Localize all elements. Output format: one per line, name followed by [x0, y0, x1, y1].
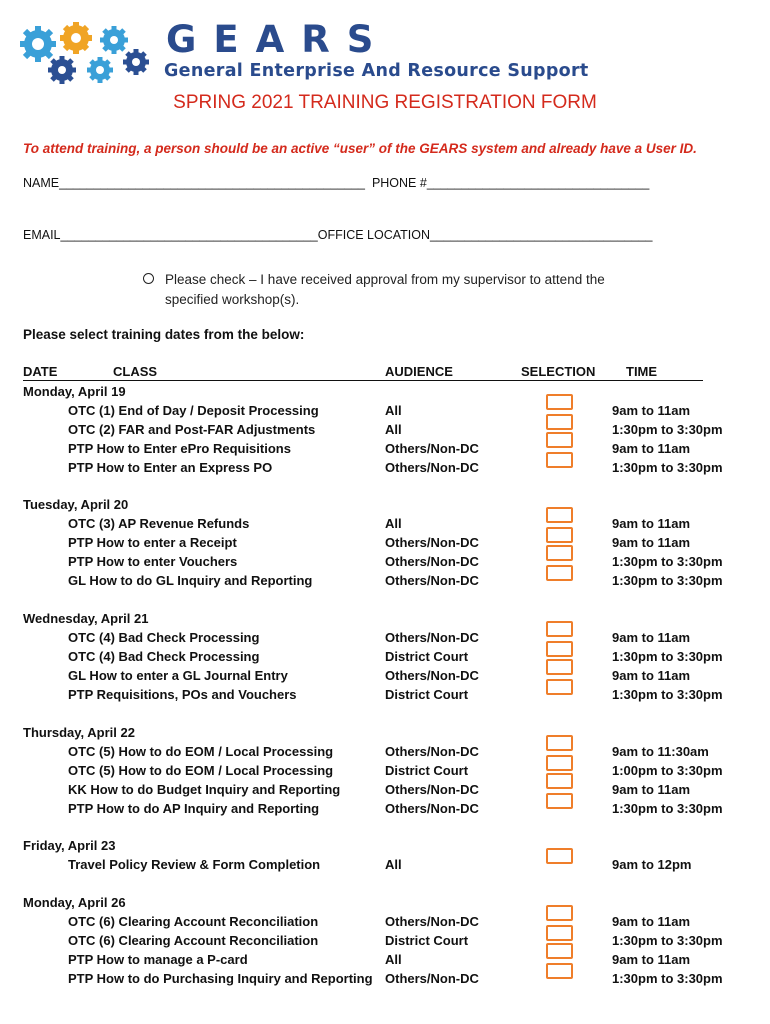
day-heading: Monday, April 19 — [23, 384, 126, 399]
approval-radio-icon[interactable] — [143, 273, 154, 284]
audience-value: Others/Non-DC — [385, 971, 479, 986]
selection-checkbox[interactable] — [546, 414, 573, 430]
class-name: PTP How to manage a P-card — [68, 952, 248, 967]
class-name: PTP How to Enter ePro Requisitions — [68, 441, 291, 456]
header-class: CLASS — [113, 364, 158, 379]
selection-checkbox[interactable] — [546, 679, 573, 695]
time-value: 9am to 11am — [612, 630, 691, 645]
selection-checkbox[interactable] — [546, 432, 573, 448]
class-name: OTC (3) AP Revenue Refunds — [68, 516, 250, 531]
audience-value: Others/Non-DC — [385, 630, 479, 645]
audience-value: Others/Non-DC — [385, 668, 479, 683]
class-name: Travel Policy Review & Form Completion — [68, 857, 321, 872]
form-title: SPRING 2021 TRAINING REGISTRATION FORM — [173, 92, 597, 113]
day-heading: Monday, April 26 — [23, 895, 126, 910]
class-name: OTC (1) End of Day / Deposit Processing — [68, 403, 319, 418]
header-time: TIME — [626, 364, 658, 379]
selection-checkbox[interactable] — [546, 641, 573, 657]
selection-checkbox[interactable] — [546, 452, 573, 468]
selection-checkbox[interactable] — [546, 905, 573, 921]
selection-checkbox[interactable] — [546, 773, 573, 789]
selection-checkbox[interactable] — [546, 565, 573, 581]
time-value: 9am to 11am — [612, 914, 691, 929]
selection-checkbox[interactable] — [546, 755, 573, 771]
time-value: 1:30pm to 3:30pm — [612, 801, 723, 816]
selection-checkbox[interactable] — [546, 963, 573, 979]
class-name: PTP How to enter Vouchers — [68, 554, 238, 569]
selection-checkbox[interactable] — [546, 659, 573, 675]
class-name: PTP How to do AP Inquiry and Reporting — [68, 801, 320, 816]
time-value: 1:30pm to 3:30pm — [612, 649, 723, 664]
email-office-fields[interactable]: EMAIL_____________________________________OFFICE LOCATION________________________________ — [23, 228, 653, 242]
audience-value: Others/Non-DC — [385, 460, 479, 475]
class-name: OTC (6) Clearing Account Reconciliation — [68, 914, 319, 929]
time-value: 1:00pm to 3:30pm — [612, 763, 723, 778]
class-name: OTC (5) How to do EOM / Local Processing — [68, 763, 334, 778]
audience-value: Others/Non-DC — [385, 573, 479, 588]
class-name: KK How to do Budget Inquiry and Reporting — [68, 782, 341, 797]
time-value: 9am to 11am — [612, 535, 691, 550]
selection-checkbox[interactable] — [546, 848, 573, 864]
name-phone-fields[interactable]: NAME____________________________________________ PHONE #________________________________ — [23, 176, 650, 190]
selection-checkbox[interactable] — [546, 793, 573, 809]
class-name: PTP How to enter a Receipt — [68, 535, 237, 550]
time-value: 1:30pm to 3:30pm — [612, 573, 723, 588]
time-value: 1:30pm to 3:30pm — [612, 422, 723, 437]
audience-value: Others/Non-DC — [385, 914, 479, 929]
audience-value: District Court — [385, 687, 469, 702]
audience-value: Others/Non-DC — [385, 554, 479, 569]
class-name: PTP How to Enter an Express PO — [68, 460, 273, 475]
audience-value: Others/Non-DC — [385, 782, 479, 797]
gears-logo — [14, 14, 156, 86]
audience-value: District Court — [385, 933, 469, 948]
selection-checkbox[interactable] — [546, 925, 573, 941]
brand-subtitle: General Enterprise And Resource Support — [164, 61, 589, 81]
time-value: 9am to 11am — [612, 441, 691, 456]
audience-value: All — [385, 952, 402, 967]
audience-value: District Court — [385, 763, 469, 778]
time-value: 9am to 11am — [612, 403, 691, 418]
class-name: OTC (2) FAR and Post-FAR Adjustments — [68, 422, 316, 437]
audience-value: Others/Non-DC — [385, 535, 479, 550]
time-value: 9am to 11am — [612, 952, 691, 967]
day-heading: Tuesday, April 20 — [23, 497, 129, 512]
day-heading: Thursday, April 22 — [23, 725, 135, 740]
selection-checkbox[interactable] — [546, 943, 573, 959]
instructions: Please select training dates from the below: — [23, 327, 305, 342]
time-value: 1:30pm to 3:30pm — [612, 687, 723, 702]
audience-value: All — [385, 422, 402, 437]
selection-checkbox[interactable] — [546, 621, 573, 637]
header-selection: SELECTION — [521, 364, 596, 379]
class-name: OTC (6) Clearing Account Reconciliation — [68, 933, 319, 948]
eligibility-notice: To attend training, a person should be an active “user” of the GEARS system and already have a User ID. — [23, 141, 697, 156]
day-heading: Friday, April 23 — [23, 838, 116, 853]
class-name: GL How to do GL Inquiry and Reporting — [68, 573, 313, 588]
class-name: GL How to enter a GL Journal Entry — [68, 668, 288, 683]
brand-name: GEARS — [166, 18, 391, 61]
time-value: 9am to 11am — [612, 668, 691, 683]
time-value: 9am to 11am — [612, 516, 691, 531]
class-name: PTP How to do Purchasing Inquiry and Reporting — [68, 971, 373, 986]
selection-checkbox[interactable] — [546, 527, 573, 543]
time-value: 1:30pm to 3:30pm — [612, 460, 723, 475]
selection-checkbox[interactable] — [546, 394, 573, 410]
time-value: 1:30pm to 3:30pm — [612, 933, 723, 948]
selection-checkbox[interactable] — [546, 507, 573, 523]
audience-value: All — [385, 403, 402, 418]
time-value: 9am to 11:30am — [612, 744, 709, 759]
time-value: 1:30pm to 3:30pm — [612, 554, 723, 569]
audience-value: All — [385, 857, 402, 872]
audience-value: Others/Non-DC — [385, 801, 479, 816]
day-heading: Wednesday, April 21 — [23, 611, 149, 626]
class-name: OTC (4) Bad Check Processing — [68, 649, 260, 664]
header-divider — [23, 380, 703, 381]
audience-value: District Court — [385, 649, 469, 664]
audience-value: All — [385, 516, 402, 531]
approval-text: Please check – I have received approval from my supervisor to attend the specified workshop(s). — [165, 272, 605, 307]
audience-value: Others/Non-DC — [385, 744, 479, 759]
header-audience: AUDIENCE — [385, 364, 453, 379]
approval-check[interactable] — [143, 270, 633, 310]
selection-checkbox[interactable] — [546, 545, 573, 561]
class-name: PTP Requisitions, POs and Vouchers — [68, 687, 297, 702]
class-name: OTC (4) Bad Check Processing — [68, 630, 260, 645]
audience-value: Others/Non-DC — [385, 441, 479, 456]
selection-checkbox[interactable] — [546, 735, 573, 751]
time-value: 9am to 12pm — [612, 857, 692, 872]
class-name: OTC (5) How to do EOM / Local Processing — [68, 744, 334, 759]
time-value: 9am to 11am — [612, 782, 691, 797]
time-value: 1:30pm to 3:30pm — [612, 971, 723, 986]
header-date: DATE — [23, 364, 58, 379]
